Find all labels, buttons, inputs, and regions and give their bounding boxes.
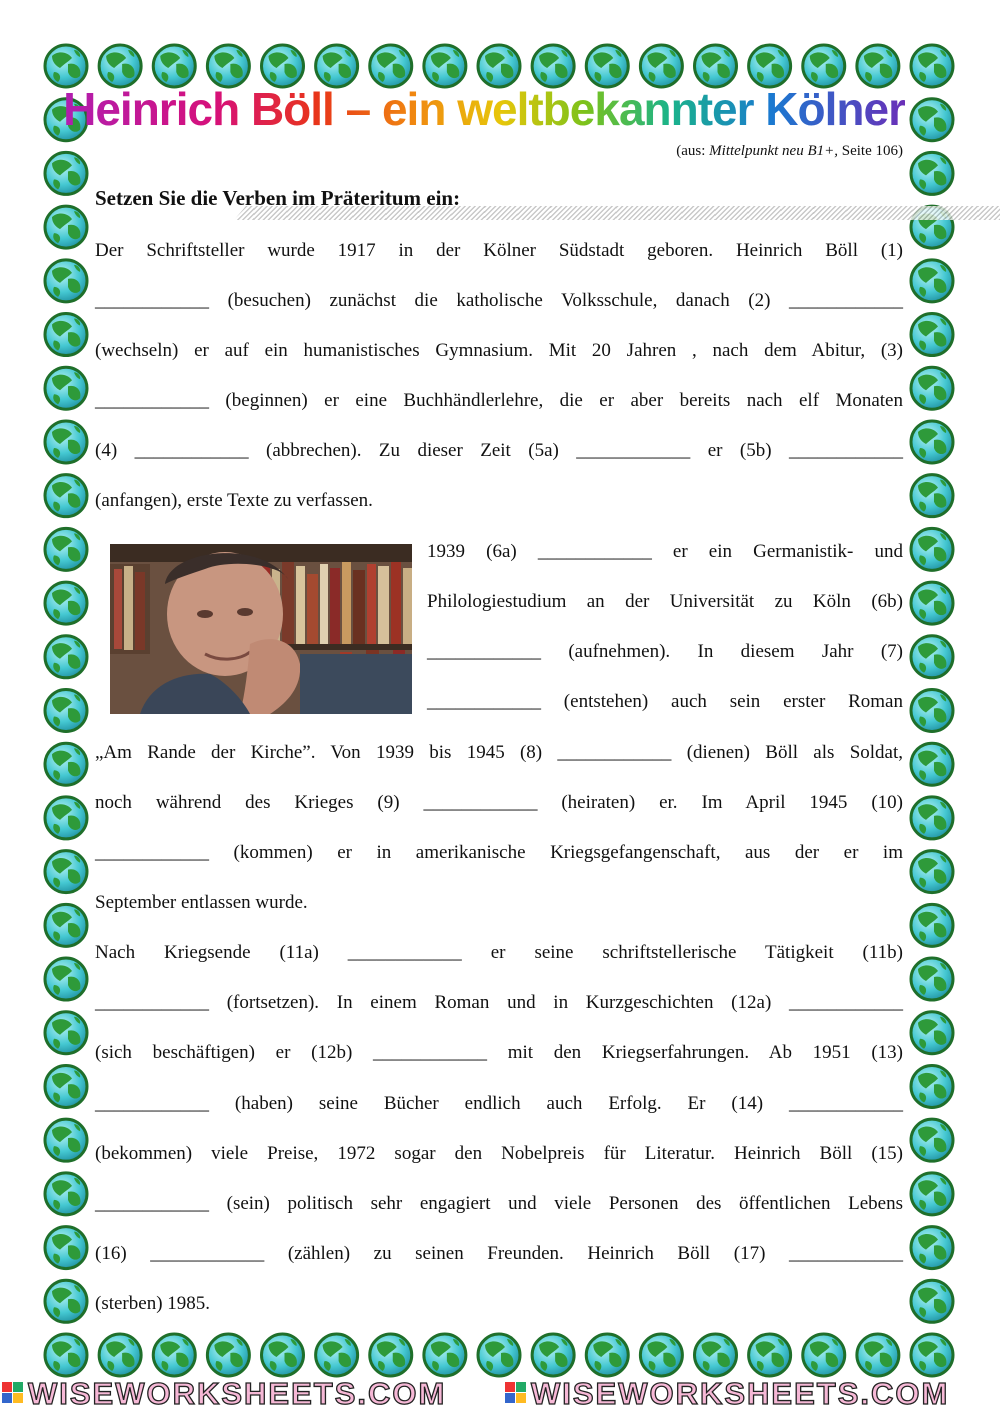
- globe-icon: [478, 1334, 520, 1376]
- globe-icon: [99, 1334, 141, 1376]
- text-line: ____________ (haben) seine Bücher endlich auch Erfolg. Er (14) ____________: [95, 1093, 903, 1114]
- globe-icon: [911, 851, 953, 893]
- globe-icon: [911, 1280, 953, 1322]
- text-line: (sich beschäftigen) er (12b) ____________ mit den Kriegserfahrungen. Ab 1951 (13): [95, 1042, 903, 1063]
- globe-icon: [803, 45, 845, 87]
- text-line: Philologiestudium an der Universität zu Köln (6b): [427, 591, 903, 612]
- globe-icon: [695, 1334, 737, 1376]
- globe-icon: [857, 1334, 899, 1376]
- globe-icon: [911, 690, 953, 732]
- globe-icon: [153, 45, 195, 87]
- globe-icon: [316, 1334, 358, 1376]
- globe-icon: [911, 1173, 953, 1215]
- globe-icon: [911, 1227, 953, 1269]
- globe-icon: [911, 904, 953, 946]
- footer-brand-right: WISEWORKSHEETS.COM: [531, 1376, 950, 1411]
- text-line: ____________ (entstehen) auch sein erster Roman: [427, 691, 903, 712]
- globe-icon: [45, 475, 87, 517]
- globe-icon: [45, 851, 87, 893]
- globe-icon: [262, 45, 304, 87]
- globe-icon: [45, 1334, 87, 1376]
- title-banner: [63, 82, 905, 142]
- page-title: Heinrich Böll – ein weltbekannter Kölner: [63, 83, 905, 135]
- globe-icon: [207, 1334, 249, 1376]
- globe-icon: [478, 45, 520, 87]
- text-line: September entlassen wurde.: [95, 892, 308, 913]
- globe-icon: [911, 528, 953, 570]
- globe-icon: [45, 45, 87, 87]
- globe-icon: [45, 690, 87, 732]
- globe-icon: [911, 958, 953, 1000]
- text-line: (anfangen), erste Texte zu verfassen.: [95, 490, 373, 511]
- text-line: (sterben) 1985.: [95, 1293, 211, 1314]
- globe-icon: [911, 582, 953, 624]
- text-line: noch während des Krieges (9) ____________ (heiraten) er. Im April 1945 (10): [95, 792, 903, 813]
- source-suffix: Seite 106): [838, 143, 903, 159]
- wise-logo-icon: [505, 1382, 526, 1403]
- globe-icon: [911, 152, 953, 194]
- globe-icon: [911, 797, 953, 839]
- source-citation: [676, 143, 903, 160]
- text-line: ____________ (sein) politisch sehr engagiert und viele Personen des öffentlichen Lebens: [95, 1193, 903, 1214]
- globe-icon: [45, 1065, 87, 1107]
- globe-icon: [911, 1119, 953, 1161]
- globe-icon: [45, 1280, 87, 1322]
- text-line: (bekommen) viele Preise, 1972 sogar den Nobelpreis für Literatur. Heinrich Böll (15): [95, 1143, 903, 1164]
- globe-icon: [911, 636, 953, 678]
- footer-brand-left: WISEWORKSHEETS.COM: [28, 1376, 447, 1411]
- globe-icon: [153, 1334, 195, 1376]
- text-line: ____________ (fortsetzen). In einem Roman und in Kurzgeschichten (12a) ____________: [95, 992, 903, 1013]
- globe-icon: [45, 958, 87, 1000]
- globe-icon: [911, 1012, 953, 1054]
- globe-icon: [45, 743, 87, 785]
- source-book: Mittelpunkt neu B1+,: [709, 143, 838, 159]
- globe-icon: [45, 797, 87, 839]
- globe-icon: [45, 1119, 87, 1161]
- globe-icon: [45, 528, 87, 570]
- globe-icon: [586, 45, 628, 87]
- globe-icon: [911, 743, 953, 785]
- text-line: Nach Kriegsende (11a) ____________ er seine schriftstellerische Tätigkeit (11b): [95, 942, 903, 963]
- text-line: ____________ (besuchen) zunächst die katholische Volksschule, danach (2) ____________: [95, 290, 903, 311]
- text-line: ____________ (beginnen) er eine Buchhändlerlehre, die er aber bereits nach elf Monaten: [95, 390, 903, 411]
- text-line: ____________ (aufnehmen). In diesem Jahr (7): [427, 641, 903, 662]
- globe-icon: [262, 1334, 304, 1376]
- globe-icon: [207, 45, 249, 87]
- globe-icon: [749, 1334, 791, 1376]
- globe-icon: [911, 475, 953, 517]
- globe-icon: [911, 1334, 953, 1376]
- globe-icon: [424, 45, 466, 87]
- globe-icon: [911, 99, 953, 141]
- text-line: (wechseln) er auf ein humanistisches Gymnasium. Mit 20 Jahren , nach dem Abitur, (3): [95, 340, 903, 361]
- globe-icon: [45, 421, 87, 463]
- globe-icon: [45, 1012, 87, 1054]
- globe-icon: [316, 45, 358, 87]
- globe-icon: [911, 45, 953, 87]
- globe-icon: [45, 1173, 87, 1215]
- globe-icon: [911, 367, 953, 409]
- globe-icon: [424, 1334, 466, 1376]
- globe-icon: [45, 582, 87, 624]
- globe-icon: [45, 314, 87, 356]
- globe-icon: [803, 1334, 845, 1376]
- globe-icon: [45, 904, 87, 946]
- globe-icon: [45, 367, 87, 409]
- globe-icon: [45, 260, 87, 302]
- globe-icon: [45, 152, 87, 194]
- globe-icon: [532, 1334, 574, 1376]
- text-line: ____________ (kommen) er in amerikanische Kriegsgefangenschaft, aus der er im: [95, 842, 903, 863]
- wise-logo-icon: [2, 1382, 23, 1403]
- globe-icon: [911, 314, 953, 356]
- globe-icon: [911, 1065, 953, 1107]
- globe-icon: [532, 45, 574, 87]
- text-line: (16) ____________ (zählen) zu seinen Freunden. Heinrich Böll (17) ____________: [95, 1243, 903, 1264]
- globe-icon: [370, 1334, 412, 1376]
- text-line: 1939 (6a) ____________ er ein Germanistik- und: [427, 541, 903, 562]
- instruction-heading: Setzen Sie die Verben im Präteritum ein:: [95, 186, 461, 210]
- source-prefix: (aus:: [676, 143, 710, 159]
- globe-icon: [640, 45, 682, 87]
- globe-icon: [695, 45, 737, 87]
- globe-icon: [99, 45, 141, 87]
- footer-watermark: [0, 1374, 1000, 1413]
- text-line: (4) ____________ (abbrechen). Zu dieser Zeit (5a) ____________ er (5b) ____________: [95, 440, 903, 461]
- globe-icon: [911, 421, 953, 463]
- globe-icon: [45, 636, 87, 678]
- globe-icon: [911, 260, 953, 302]
- globe-icon: [857, 45, 899, 87]
- text-line: „Am Rande der Kirche”. Von 1939 bis 1945 (8) ____________ (dienen) Böll als Soldat,: [95, 742, 903, 763]
- portrait-photo: [110, 544, 412, 714]
- text-line: Der Schriftsteller wurde 1917 in der Kölner Südstadt geboren. Heinrich Böll (1): [95, 240, 903, 261]
- globe-icon: [640, 1334, 682, 1376]
- globe-icon: [370, 45, 412, 87]
- globe-icon: [45, 1227, 87, 1269]
- globe-icon: [45, 206, 87, 248]
- globe-icon: [749, 45, 791, 87]
- globe-icon: [586, 1334, 628, 1376]
